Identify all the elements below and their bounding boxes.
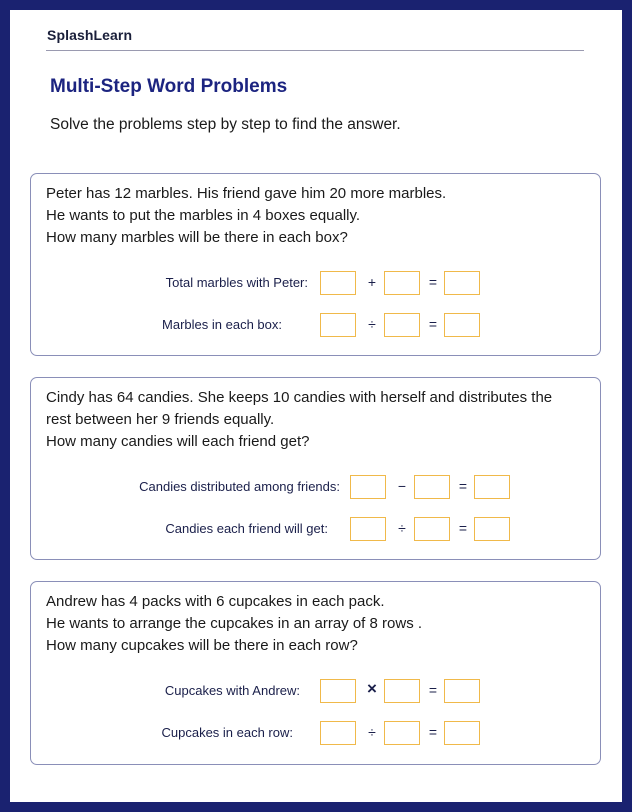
problem-text-line: Andrew has 4 packs with 6 cupcakes in each pack.	[46, 593, 385, 610]
equals-sign: =	[428, 724, 438, 740]
problem-text-line: rest between her 9 friends equally.	[46, 411, 275, 428]
problem-text-line: Peter has 12 marbles. His friend gave him 20 more marbles.	[46, 185, 447, 202]
problem-text-line: He wants to put the marbles in 4 boxes equally.	[46, 207, 361, 224]
equals-sign: =	[458, 478, 468, 494]
answer-box[interactable]	[444, 271, 480, 295]
answer-box[interactable]	[350, 517, 386, 541]
answer-box[interactable]	[320, 313, 356, 337]
problem-text-line: How many marbles will be there in each box?	[46, 229, 348, 246]
answer-box[interactable]	[384, 313, 420, 337]
answer-box[interactable]	[320, 721, 356, 745]
problem-card-2	[30, 377, 601, 560]
page-title: Multi-Step Word Problems	[50, 76, 288, 97]
operator-divide: ÷	[368, 316, 376, 332]
step-label: Total marbles with Peter:	[165, 275, 308, 290]
problem-text-line: How many cupcakes will be there in each row?	[46, 637, 358, 654]
step-label: Candies each friend will get:	[165, 521, 328, 536]
operator-times: ×	[367, 679, 377, 698]
answer-box[interactable]	[320, 271, 356, 295]
answer-box[interactable]	[444, 721, 480, 745]
answer-box[interactable]	[320, 679, 356, 703]
answer-box[interactable]	[384, 721, 420, 745]
brand-logo: SplashLearn	[47, 27, 133, 43]
answer-box[interactable]	[444, 313, 480, 337]
problem-text-line: He wants to arrange the cupcakes in an array of 8 rows .	[46, 615, 423, 632]
answer-box[interactable]	[384, 271, 420, 295]
step-label: Cupcakes with Andrew:	[164, 683, 300, 698]
step-label: Marbles in each box:	[162, 317, 282, 332]
step-label: Candies distributed among friends:	[139, 479, 340, 494]
problem-card-3	[30, 581, 601, 765]
equals-sign: =	[458, 520, 468, 536]
worksheet	[10, 10, 622, 802]
answer-box[interactable]	[384, 679, 420, 703]
equals-sign: =	[428, 316, 438, 332]
problem-text-line: Cindy has 64 candies. She keeps 10 candies with herself and distributes the	[46, 389, 553, 406]
answer-box[interactable]	[444, 679, 480, 703]
header-divider	[46, 50, 584, 51]
equals-sign: =	[428, 274, 438, 290]
problem-card-1	[30, 173, 601, 356]
problem-text-line: How many candies will each friend get?	[46, 433, 310, 450]
answer-box[interactable]	[414, 517, 450, 541]
answer-box[interactable]	[474, 475, 510, 499]
operator-plus: +	[367, 274, 377, 290]
step-label: Cupcakes in each row:	[161, 725, 293, 740]
answer-box[interactable]	[474, 517, 510, 541]
equals-sign: =	[428, 682, 438, 698]
answer-box[interactable]	[414, 475, 450, 499]
operator-divide: ÷	[368, 724, 376, 740]
answer-box[interactable]	[350, 475, 386, 499]
instructions: Solve the problems step by step to find the answer.	[50, 116, 401, 133]
operator-minus: −	[397, 478, 407, 494]
operator-divide: ÷	[398, 520, 406, 536]
